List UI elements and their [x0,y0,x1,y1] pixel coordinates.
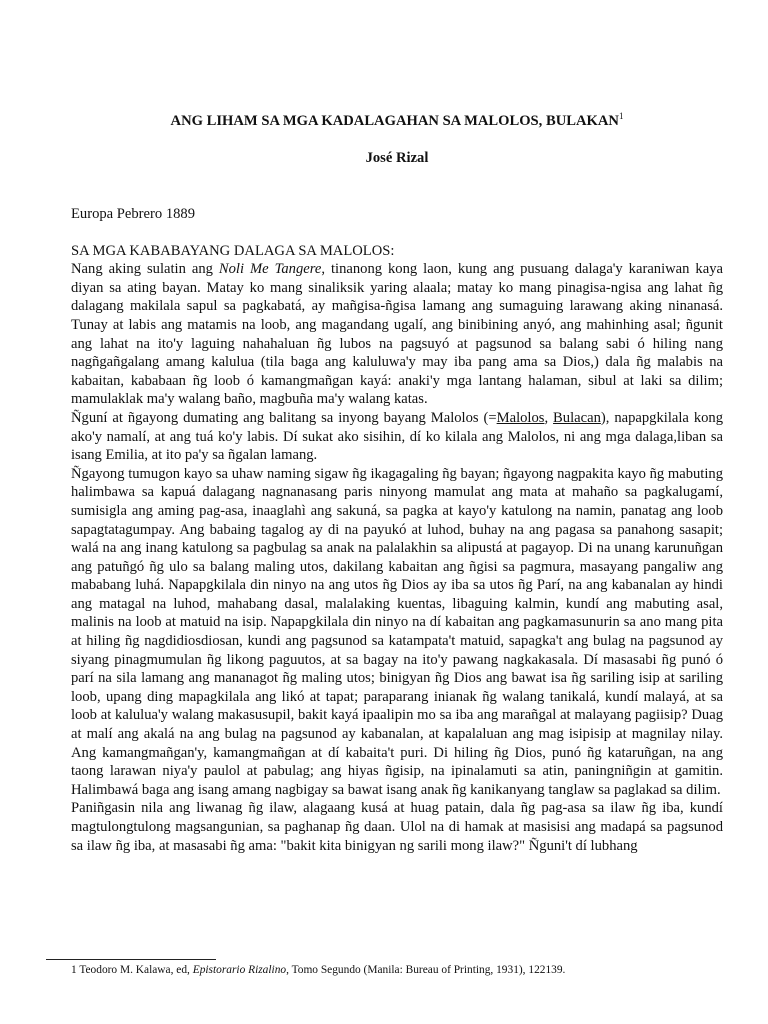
paragraph-2-part-b: ), napapgkilala kong ako'y namalí, at ang tuá ko'y labis. Dí sukat ako sisihin, dí ko kilala ang Malolos, ni ang mga dalaga,liban sa isang Emilia, at ito pa'y sa ñgalan lamang. [71,409,724,464]
author-name: José Rizal [365,150,429,166]
title-text: ANG LIHAM SA MGA KADALAGAHAN SA MALOLOS, BULAKAN [170,113,619,129]
title-footnote-mark[interactable]: 1 [618,111,624,122]
dateline: Europa Pebrero 1889 [71,206,196,222]
document-page [71,112,723,855]
footnote-part-a: 1 Teodoro M. Kalawa, ed, [71,964,193,976]
book-title-italic: Noli Me Tangere [218,261,322,278]
document-title [71,112,723,131]
paragraph-3: Ñgayong tumugon kayo sa uhaw naming sigaw ñg ikagagaling ñg bayan; ñgayong nagpakita kayo ñg mabuting halimbawa sa kapuá dalagang nagnanasang paris ninyong mamulat ang mata at mahaño sa pagkalugamí, sumisigla ang aming pag-asa, inaaglahì ang sakuná, sa pagka at kayo'y katulong na namin, panatag ang loob sapagtatagumpay. Ang babaing tagalog ay di na payukó at luhod, buhay na ang pagasa sa panahong sasapit; walá na ang inang katulong sa pagbulag sa anak na palalakhin sa alipustá at pagayop. Di na unang karunuñgan ang patuñgó ñg ulo sa balang maling utos, dakilang kabaitan ang ñgisi sa pagmura, masayang pangaliw ang mababang luhá. Napapgkilala din ninyo na ang utos ñg Dios ay iba sa utos ñg Parí, na ang kabanalan ay hindi ang matagal na luhod, mahabang dasal, malalaking kuentas, libaguing kalmin, kundí ang mabuting asal, malinis na loob at matuid na isip. Napapgkilala din ninyo na dí kabaitan ang pagkamasunurin sa ano mang pita at hiling ñg nagdidiosdiosan, kundi ang pagsunod sa katampata't matuid, sapagka't ang bulag na pagsunod ay siyang pinagmumulan ñg likong paguutos, at sa bagay na ito'y pawang nagkakasala. Dí masasabi ñg punó ó parí na sila lamang ang mananagot ñg maling utos; binigyan ñg Dios ang bawat isa ñg sariling isip at sariling loob, upang ding mapagkilala ang likó at tapat; paraparang inianak ñg walang tanikalá, kundí malayá, at sa loob at kalulua'y walang makasusupil, bakit kayá ipaalipin mo sa iba ang marañgal at malayang pagiisip? Duag at malí ang akalá na ang bulag na pagsunod ay kabanalan, at kapalaluan ang mag isipisip at magnilay nilay. Ang kamangmañgan'y, kamangmañgan at dí kabaita't puri. Di hiling ñg Dios, punó ñg kataruñgan, na ang taong larawan niya'y paulol at pabulag; ang hiyas ñgisip, na ipinalamuti sa atin, paningniñgin at gamitin. Halimbawá baga ang isang amang nagbigay sa bawat isang anak ñg kanikanyang tanglaw sa paglakad sa dilim. [71,465,723,798]
footnote-part-b: , Tomo Segundo (Manila: Bureau of Printing, 1931), 122139. [286,964,566,976]
paragraph-1-part-a: Nang aking sulatin ang [71,261,219,278]
paragraph-2 [71,409,723,465]
footnote-italic-title: Epistorario Rizalino [192,964,287,976]
paragraph-1 [71,260,723,409]
paragraph-4: Paniñgasin nila ang liwanag ñg ilaw, alagaang kusá at huag patain, dala ñg pag-asa sa ilaw ñg iba, kundí magtulongtulong magsangunian, sa paghanap ñg daan. Ulol na di hamak at masisisi ang madapá sa pagsunod sa ilaw ñg iba, at masasabi ñg ama: "bakit kita binigyan ng sarili mong ilaw?" Ñguni't dí lubhang [71,800,723,854]
paragraph-2-part-a: Ñguní at ñgayong dumating ang balitang sa inyong bayang Malolos (= [71,409,497,426]
bulacan-link[interactable]: Bulacan [553,409,601,426]
link-separator: , [544,409,554,426]
paragraph-1-part-b: , tinanong kong laon, kung ang pusuang dalaga'y karaniwan kaya diyan sa ating bayan. Matay ko mang sinaliksik yaring alaala; matay ko mang pinagisa-ngisa ang lahat ñg dalagang makilala sapul sa pagkabatá, ay mañgisa-ñgisa lamang ang sumaguing larawang aking ninanasá. Tunay at labis ang matamis na loob, ang magandang ugalí, ang binibining anyó, ang mahinhing asal; ñgunit ang lahat na ito'y laguing nahahaluan ñg lubos na pagsuyó at pagsunod sa balang sabi ó hiling nang nagñgañgalang amang kalulua (tila baga ang kaluluwa'y may iba pang ama sa Dios,) dala ñg malabis na kabaitan, kababaan ñg loob ó kamangmañgan kayá: anaki'y mga lantang halaman, sibul at laki sa dilim; mamulaklak ma'y walang baño, magbuña ma'y walang katas. [71,261,723,408]
salutation: SA MGA KABABAYANG DALAGA SA MALOLOS: [71,242,395,259]
malolos-link[interactable]: Malolos [496,409,545,426]
footnote-separator [46,959,216,960]
footnote [71,963,731,977]
